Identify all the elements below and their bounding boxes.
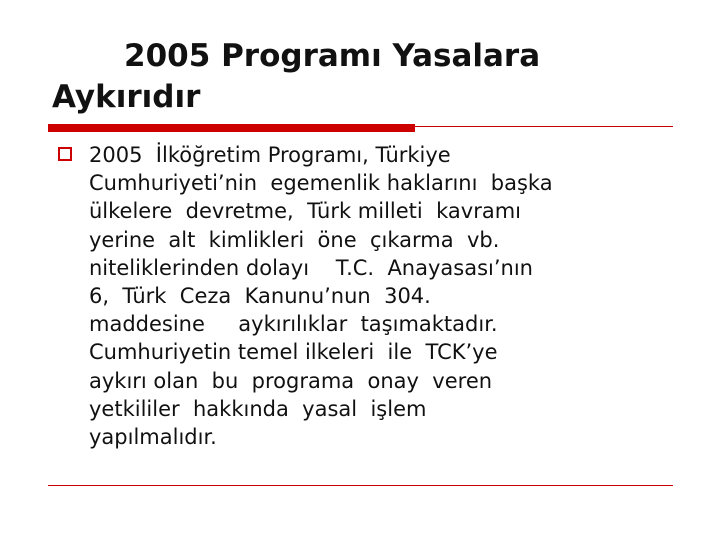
slide-title-line-2: Aykırıdır [52,79,201,115]
paragraph-line: Cumhuriyeti’nin egemenlik haklarını başka [89,171,553,196]
slide-title-line-1: 2005 Programı Yasalara [124,38,541,74]
paragraph-line: maddesine aykırılıklar taşımaktadır. [89,312,498,337]
paragraph-line: niteliklerinden dolayı T.C. Anayasası’nın [89,255,533,280]
paragraph-line: Cumhuriyetin temel ilkeleri ile TCK’ye [89,340,498,365]
paragraph-line: yapılmalıdır. [89,425,217,450]
paragraph-line: yetkililer hakkında yasal işlem [89,396,427,421]
title-divider-thick [48,124,415,132]
paragraph-line: yerine alt kimlikleri öne çıkarma vb. [89,227,500,252]
paragraph-line: 6, Türk Ceza Kanunu’nun 304. [89,284,431,309]
hollow-square-bullet-icon [58,147,72,161]
paragraph-line: aykırı olan bu programa onay veren [89,368,493,393]
paragraph-line: 2005 İlköğretim Programı, Türkiye [89,143,451,167]
paragraph-line: ülkelere devretme, Türk milleti kavramı [89,199,521,224]
title-divider-thin [415,126,673,127]
bullet-paragraph [89,141,679,451]
footer-divider [48,485,673,486]
slide-title [52,36,672,118]
